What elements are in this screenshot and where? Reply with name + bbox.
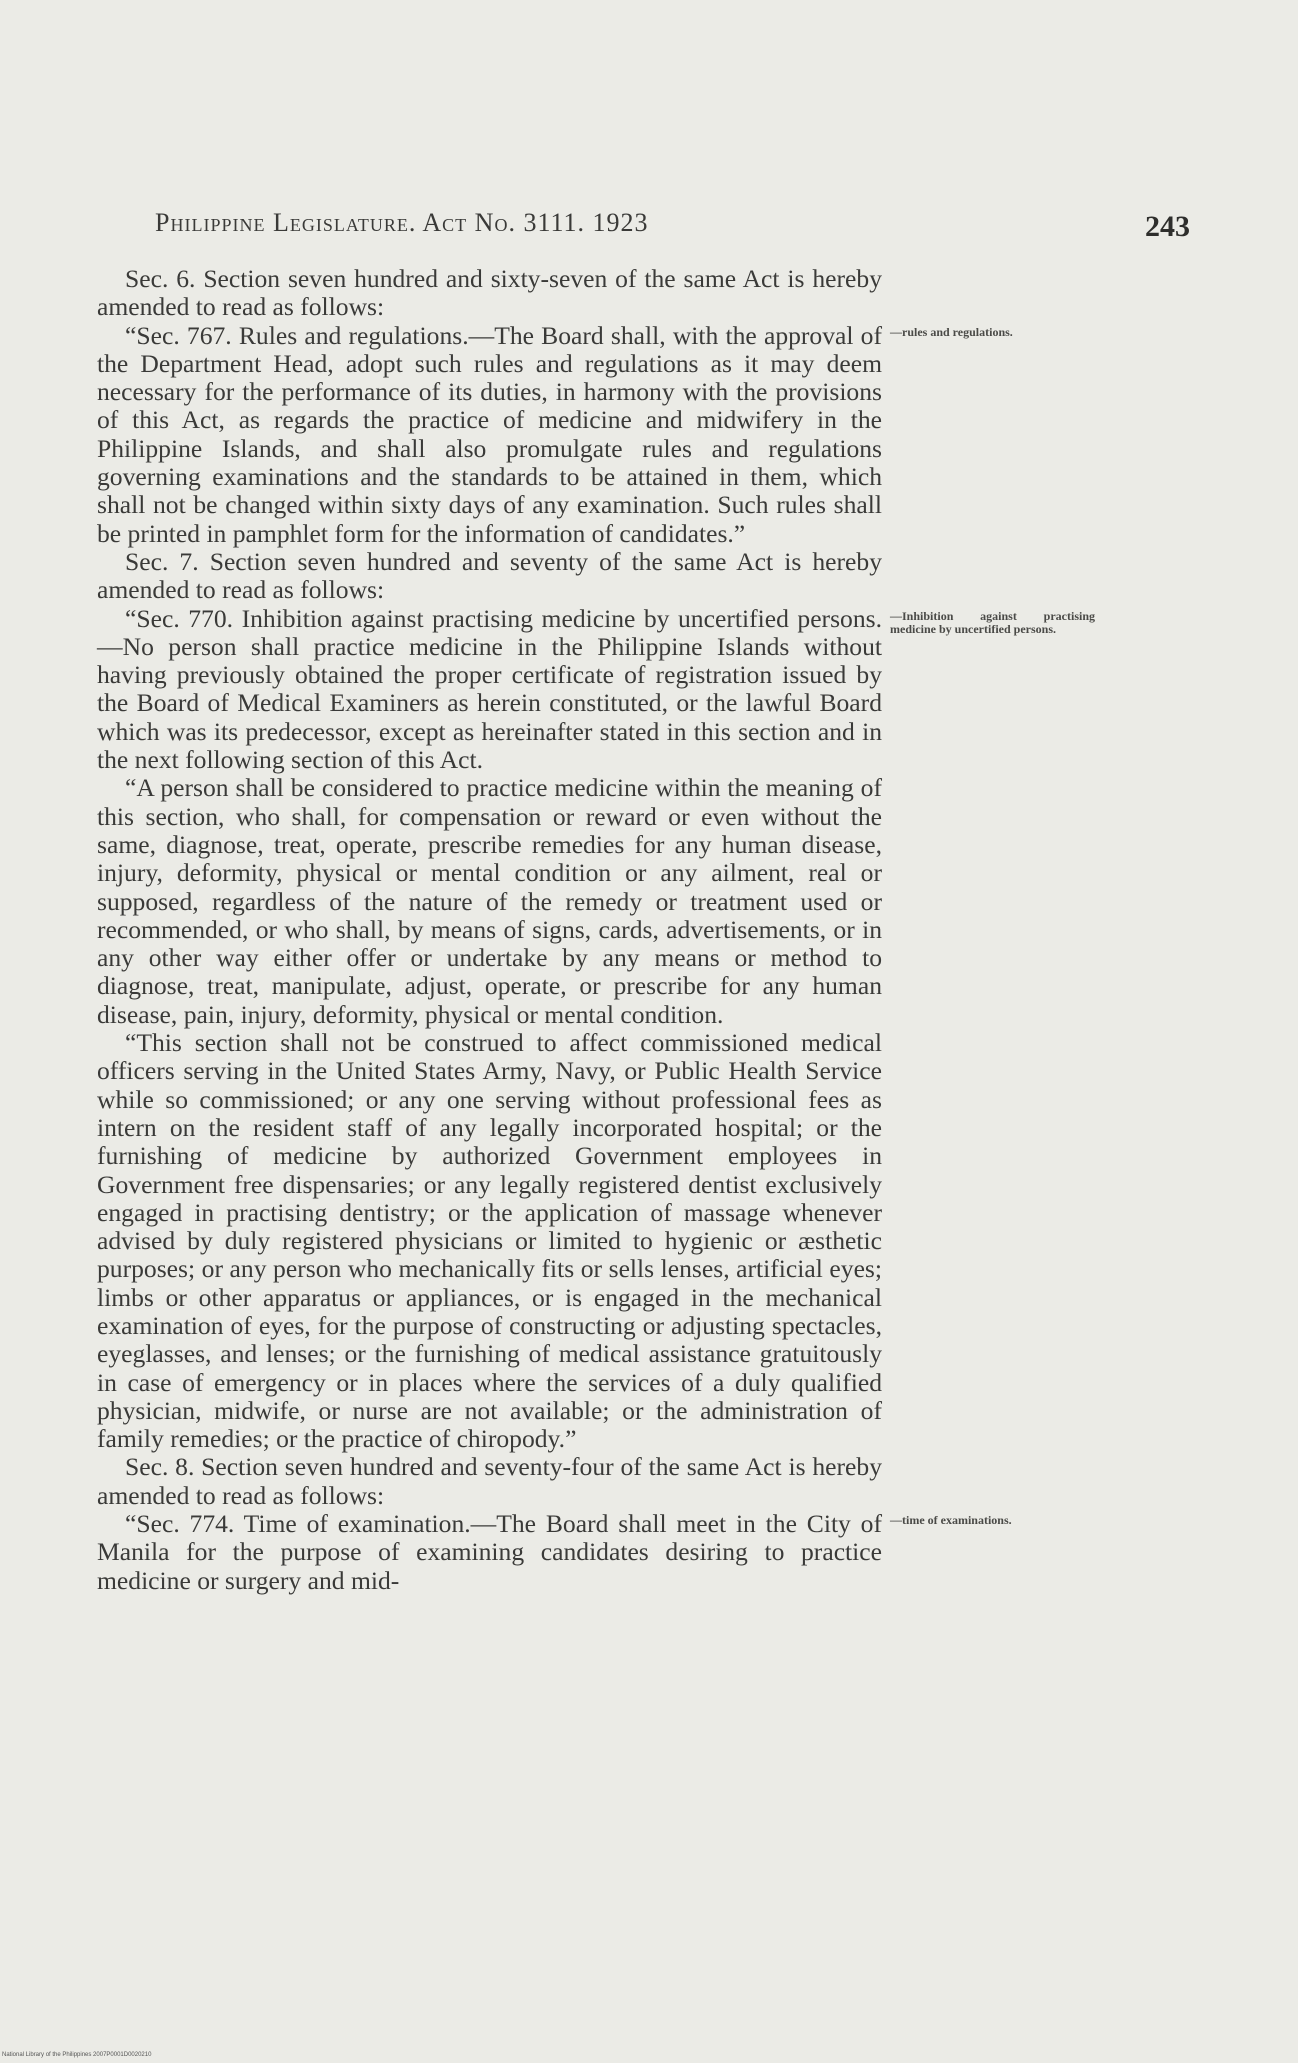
margin-note-time: —time of examinations. <box>890 1513 1012 1528</box>
library-footer: National Library of the Philippines 2007P0001D0020210 <box>2 2052 152 2058</box>
page-header <box>155 208 1190 248</box>
running-title: Philippine Legislature. Act No. 3111. 1923 <box>155 208 649 237</box>
section-8-paragraph: Sec. 8. Section seven hundred and seventy-four of the same Act is hereby amended to read as follows: <box>97 1452 882 1510</box>
document-body <box>97 264 1095 1595</box>
sec-767-block <box>97 320 1013 548</box>
sec-770-paragraph: “Sec. 770. Inhibition against practising medicine by uncertified persons.—No person shall practice medicine in the Philippine Islands without having previously obtained the proper certificate of registration issued by the Board of Medical Examiners as herein constituted, or the lawful Board which was its predecessor, except as hereinafter stated in this section and in the next following section of this Act. <box>97 603 882 775</box>
exemptions-paragraph: “This section shall not be construed to affect commissioned medical officers serving in the United States Army, Navy, or Public Health Service while so commissioned; or any one serving without professional fees as intern on the resident staff of any legally incorporated hospital; or the furnishing of medicine by authorized Government employees in Government free dispensaries; or any legally registered dentist exclusively engaged in practising dentistry; or the application of massage whenever advised by duly registered physicians or limited to hygienic or æsthetic purposes; or any person who mechanically fits or sells lenses, artificial eyes; limbs or other apparatus or appliances, or is engaged in the mechanical examination of eyes, for the purpose of constructing or adjusting spectacles, eyeglasses, and lenses; or the furnishing of medical assistance gratuitously in case of emergency or in places where the services of a duly qualified physician, midwife, or nurse are not available; or the administration of family remedies; or the practice of chiropody.” <box>97 1028 882 1454</box>
section-7-paragraph: Sec. 7. Section seven hundred and seventy of the same Act is hereby amended to read as follows: <box>97 546 882 605</box>
section-6-paragraph: Sec. 6. Section seven hundred and sixty-seven of the same Act is hereby amended to read as follows: <box>97 264 882 322</box>
margin-note-inhibition: —Inhibition against practising medicine by uncertified persons. <box>890 608 1095 636</box>
sec-774-block <box>97 1509 1012 1595</box>
sec-767-paragraph: “Sec. 767. Rules and regulations.—The Board shall, with the approval of the Department Head, adopt such rules and regulations as it may deem necessary for the performance of its duties, in harmony with the provisions of this Act, as regards the practice of medicine and midwifery in the Philippine Islands, and shall also promulgate rules and regulations governing examinations and the standards to be attained in them, which shall not be changed within sixty days of any examination. Such rules shall be printed in pamphlet form for the information of candidates.” <box>97 320 882 548</box>
sec-770-block <box>97 603 1095 775</box>
page-number: 243 <box>1145 210 1190 243</box>
sec-774-paragraph: “Sec. 774. Time of examination.—The Board shall meet in the City of Manila for the purpose of examining candidates desiring to practice medicine or surgery and mid- <box>97 1509 882 1595</box>
definition-paragraph: “A person shall be considered to practice medicine within the meaning of this section, who shall, for compensation or reward or even without the same, diagnose, treat, operate, prescribe remedies for any human disease, injury, deformity, physical or mental condition or any ailment, real or supposed, regardless of the nature of the remedy or treatment used or recommended, or who shall, by means of signs, cards, advertisements, or in any other way either offer or undertake by any means or method to diagnose, treat, manipulate, adjust, operate, or prescribe for any human disease, pain, injury, deformity, physical or mental condition. <box>97 773 882 1029</box>
margin-note-rules: —rules and regulations. <box>890 324 1013 339</box>
